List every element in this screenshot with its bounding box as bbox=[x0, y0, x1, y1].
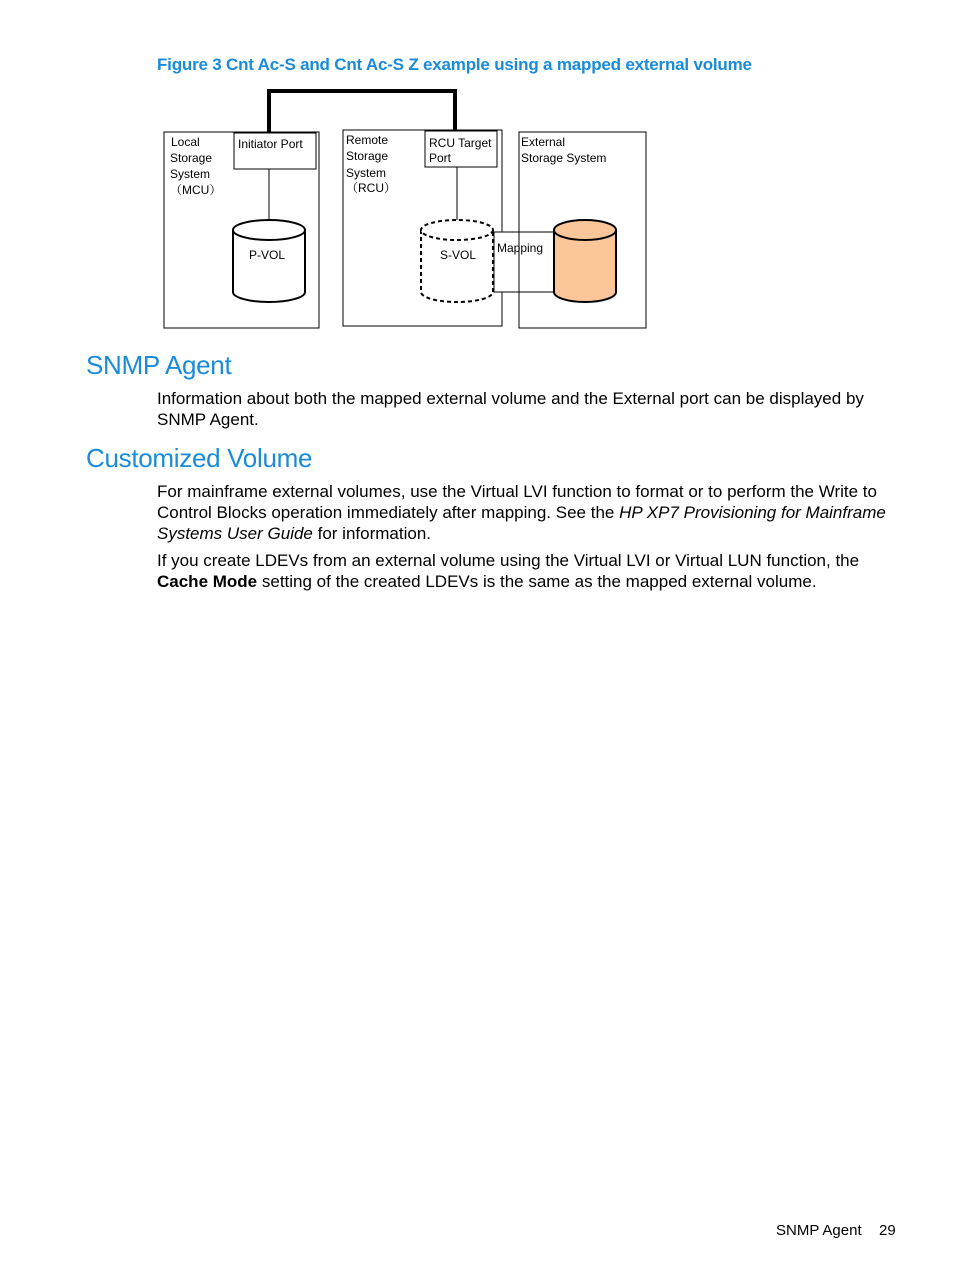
remote-label-4: （RCU） bbox=[346, 181, 396, 195]
remote-label-2: Storage bbox=[346, 149, 389, 163]
remote-label-1: Remote bbox=[346, 133, 389, 147]
initiator-port-label: Initiator Port bbox=[238, 137, 303, 151]
local-label-2: Storage bbox=[170, 151, 213, 165]
external-label-2: Storage System bbox=[521, 151, 607, 165]
rcu-port-label-1: RCU Target bbox=[429, 136, 492, 150]
footer-section-name: SNMP Agent bbox=[776, 1222, 862, 1239]
local-label-4: （MCU） bbox=[170, 183, 222, 197]
local-label-3: System bbox=[170, 167, 211, 181]
external-volume-cylinder bbox=[554, 220, 616, 302]
port-connection-line bbox=[269, 91, 455, 133]
svol-label: S-VOL bbox=[440, 248, 477, 262]
remote-label-3: System bbox=[346, 166, 387, 180]
guide-title: HP XP7 Provisioning for Mainframe Systems User Guide bbox=[157, 503, 886, 543]
snmp-agent-paragraph: Information about both the mapped external volume and the External port can be displayed by SNMP Agent. bbox=[157, 389, 864, 429]
customized-volume-paragraph-2: If you create LDEVs from an external volume using the Virtual LVI or Virtual LUN function, the Cache Mode setting of the created LDEVs is the same as the mapped external volume. bbox=[157, 551, 860, 591]
snmp-agent-heading: SNMP Agent bbox=[86, 350, 232, 380]
pvol-label: P-VOL bbox=[249, 248, 286, 262]
replication-diagram bbox=[150, 80, 660, 335]
local-label-1: Local bbox=[171, 135, 200, 149]
rcu-port-label-2: Port bbox=[429, 151, 452, 165]
footer-page-number: 29 bbox=[879, 1222, 896, 1239]
figure-caption: Figure 3 Cnt Ac-S and Cnt Ac-S Z example using a mapped external volume bbox=[157, 55, 752, 74]
customized-volume-paragraph-1: For mainframe external volumes, use the Virtual LVI function to format or to perform the Write to Control Blocks operation immediately after mapping. See the HP XP7 Provisioning for Mainframe Systems User Guide for information. bbox=[157, 482, 886, 543]
cache-mode-term: Cache Mode bbox=[157, 572, 258, 591]
external-label-1: External bbox=[521, 135, 566, 149]
mapping-label: Mapping bbox=[497, 241, 544, 255]
customized-volume-heading: Customized Volume bbox=[86, 443, 313, 473]
